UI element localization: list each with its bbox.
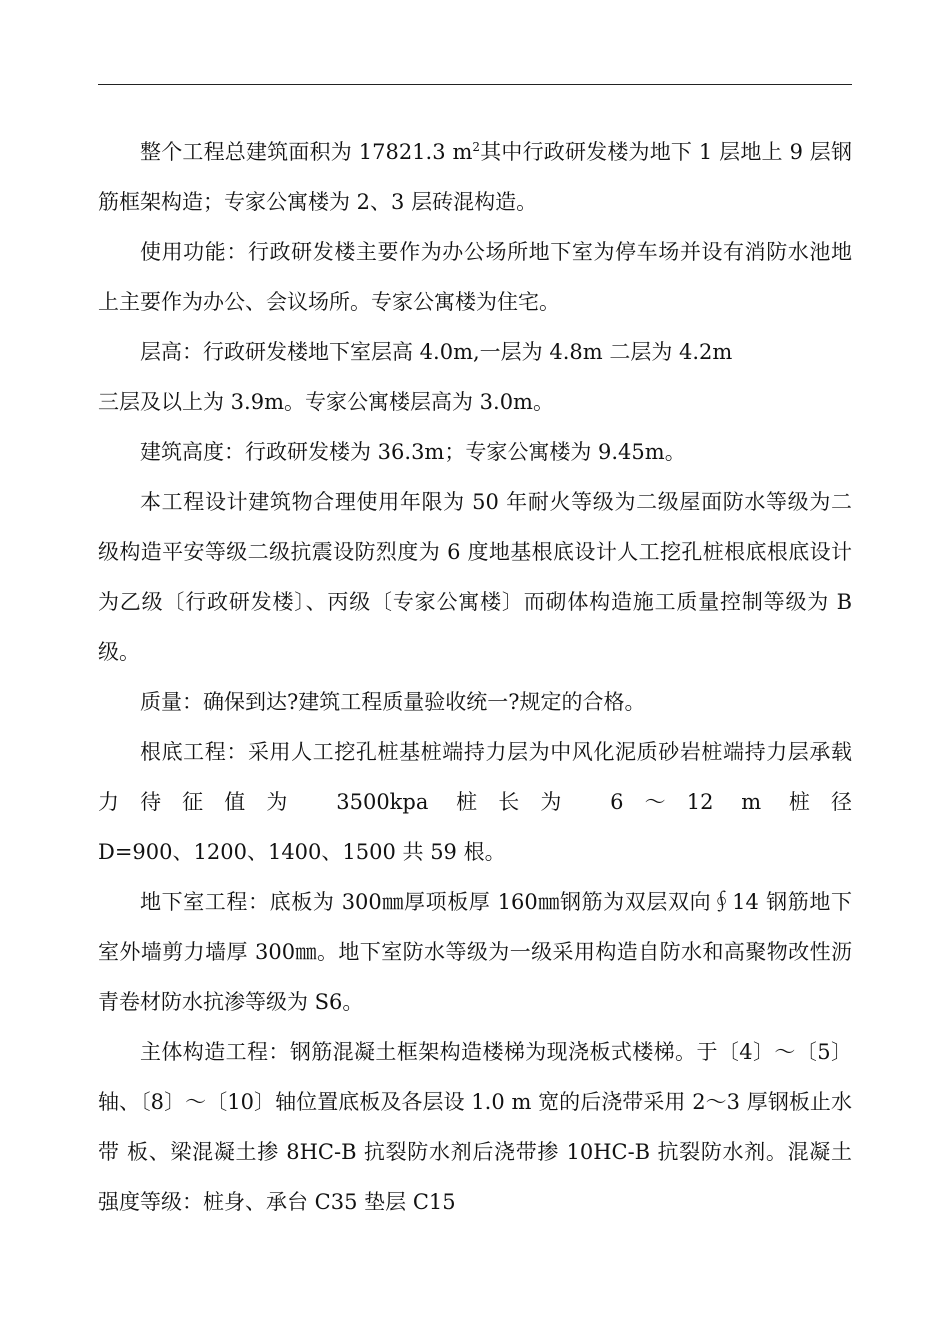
text-area-overview: 整个工程总建筑面积为 17821.3 m [140,140,473,164]
paragraph-basement: 地下室工程：底板为 300㎜厚项板厚 160㎜钢筋为双层双向∮14 钢筋地下室外墙剪力墙厚 300㎜。地下室防水等级为一级采用构造自防水和高聚物改性沥青卷材防水抗渗等级为 S6。 [98,890,852,1014]
header-rule [98,84,852,85]
paragraph-area-overview [98,127,852,227]
floor-heights-line-1: 层高：行政研发楼地下室层高 4.0m,一层为 4.8m 二层为 4.2m [140,340,733,364]
superscript-2: 2 [472,140,480,154]
paragraph-functions: 使用功能：行政研发楼主要作为办公场所地下室为停车场并设有消防水池地上主要作为办公、会议场所。专家公寓楼为住宅。 [98,240,852,314]
paragraph-foundation [98,727,852,827]
foundation-text: 根底工程：采用人工挖孔桩基桩端持力层为中风化泥质砂岩桩端持力层承载力待征值为 3500kpa 桩长为 6～12 m 桩径 [98,740,852,814]
document-body [98,127,852,1227]
text-structure-overview: 其中行政研发楼为地下 1 层地上 9 层钢筋框架构造；专家公寓楼为 2、3 层砖混构造。 [98,140,852,214]
floor-heights-line-2: 三层及以上为 3.9m。专家公寓楼层高为 3.0m。 [98,390,554,414]
paragraph-design-grades: 本工程设计建筑物合理使用年限为 50 年耐火等级为二级屋面防水等级为二级构造平安等级二级抗震设防烈度为 6 度地基根底设计人工挖孔桩根底根底设计为乙级〔行政研发楼〕、丙级〔专家公寓楼〕而砌体构造施工质量控制等级为 B 级。 [98,490,852,664]
paragraph-main-structure: 主体构造工程：钢筋混凝土框架构造楼梯为现浇板式楼梯。于〔4〕～〔5〕轴、〔8〕～〔10〕轴位置底板及各层设 1.0 m 宽的后浇带采用 2～3 厚钢板止水带 板、梁混凝土掺 8HC-B 抗裂防水剂后浇带掺 10HC-B 抗裂防水剂。混凝土强度等级：桩身、承台 C35 垫层 C15 [98,1040,852,1214]
foundation-text-end: D=900、1200、1400、1500 共 59 根。 [98,840,506,864]
paragraph-foundation-end [98,827,852,877]
paragraph-floor-heights [98,327,852,427]
paragraph-building-height: 建筑高度：行政研发楼为 36.3m；专家公寓楼为 9.45m。 [140,440,686,464]
paragraph-quality: 质量：确保到达?建筑工程质量验收统一?规定的合格。 [140,690,646,714]
